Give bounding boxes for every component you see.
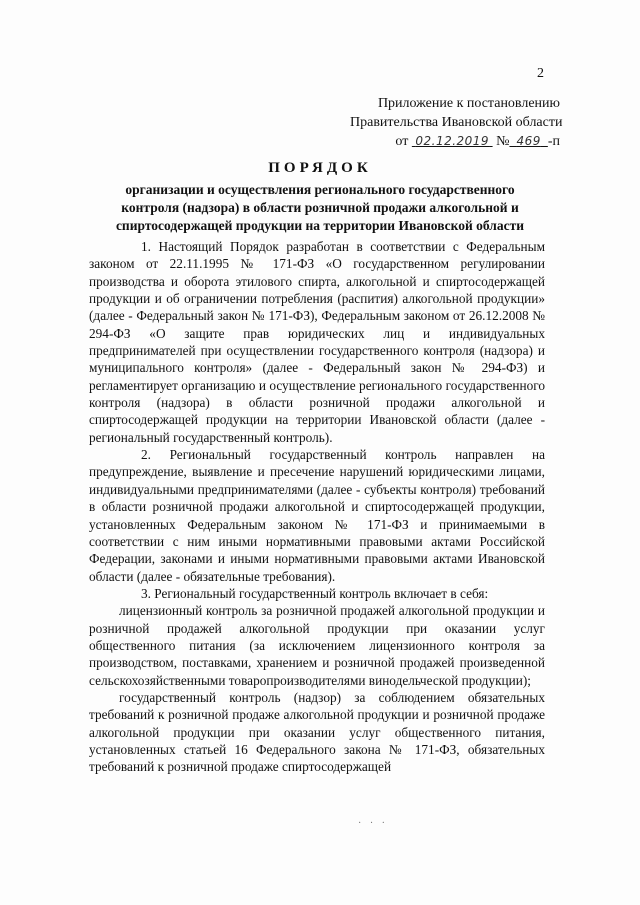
appendix-suffix: -п — [547, 134, 560, 149]
scan-artifact: · · · — [358, 818, 388, 829]
appendix-number-label: № — [496, 134, 510, 149]
subtitle-line-3: спиртосодержащей продукции на территории Ивановской области — [115, 218, 525, 233]
handwritten-date: 02.12.2019 — [415, 134, 490, 148]
appendix-date — [412, 134, 493, 149]
document-subtitle — [60, 181, 580, 235]
page-number: 2 — [537, 66, 544, 81]
appendix-line-1: Приложение к постановлению — [377, 96, 560, 111]
subtitle-line-2: контроля (надзора) в области розничной продажи алкогольной и — [121, 200, 519, 215]
appendix-from-label: от — [395, 134, 409, 149]
document-title: ПОРЯДОК — [268, 160, 372, 176]
paragraph-3: 3. Региональный государственный контроль включает в себя: — [141, 585, 489, 601]
appendix-line-2: Правительства Ивановской области — [350, 115, 563, 130]
document-body — [89, 238, 545, 776]
appendix-date-line — [350, 132, 560, 151]
appendix-header — [350, 94, 563, 151]
subtitle-line-1: организации и осуществления регионального государственного — [125, 182, 515, 197]
document-title-block — [60, 160, 580, 235]
handwritten-number: 469 — [516, 134, 541, 148]
paragraph-3-item-1: лицензионный контроль за розничной продажей алкогольной продукции и розничной продажей алкогольной продукции при оказании услуг общественного питания (за исключением лицензионного контроля за производством, поставками, хранением и розничной продажей произведенной сельскохозяйственными товаропроизводителями винодельческой продукции); — [89, 603, 545, 688]
appendix-number — [509, 134, 547, 149]
paragraph-3-item-2: государственный контроль (надзор) за соблюдением обязательных требований к розничной продаже алкогольной продукции и розничной продаже алкогольной продукции при оказании услуг общественного питания, установленных статьей 16 Федерального закона № 171-ФЗ, обязательных требований к розничной продаже спиртосодержащей — [89, 689, 545, 775]
paragraph-2: 2. Региональный государственный контроль направлен на предупреждение, выявление и пресечение нарушений юридическими лицами, индивидуальными предпринимателями (далее - субъекты контроля) требований в области розничной продажи алкогольной и спиртосодержащей продукции, установленных Федеральным законом № 171-ФЗ и принимаемыми в соответствии с ним иными нормативными правовыми актами Российской Федерации, законами и иными нормативными правовыми актами Ивановской области (далее - обязательные требования). — [89, 447, 545, 584]
paragraph-1: 1. Настоящий Порядок разработан в соответствии с Федеральным законом от 22.11.1995 № 171-ФЗ «О государственном регулировании производства и оборота этилового спирта, алкогольной и спиртосодержащей продукции и об ограничении потребления (распития) алкогольной продукции» (далее - Федеральный закон № 171-ФЗ), Федеральным законом от 26.12.2008 № 294-ФЗ «О защите прав юридических лиц и индивидуальных предпринимателей при осуществлении государственного контроля (надзора) и муниципального контроля» (далее - Федеральный закон № 294-ФЗ) и регламентирует организацию и осуществление регионального государственного контроля (надзора) в области розничной продажи алкогольной и спиртосодержащей продукции на территории Ивановской области (далее - региональный государственный контроль). — [89, 239, 545, 445]
